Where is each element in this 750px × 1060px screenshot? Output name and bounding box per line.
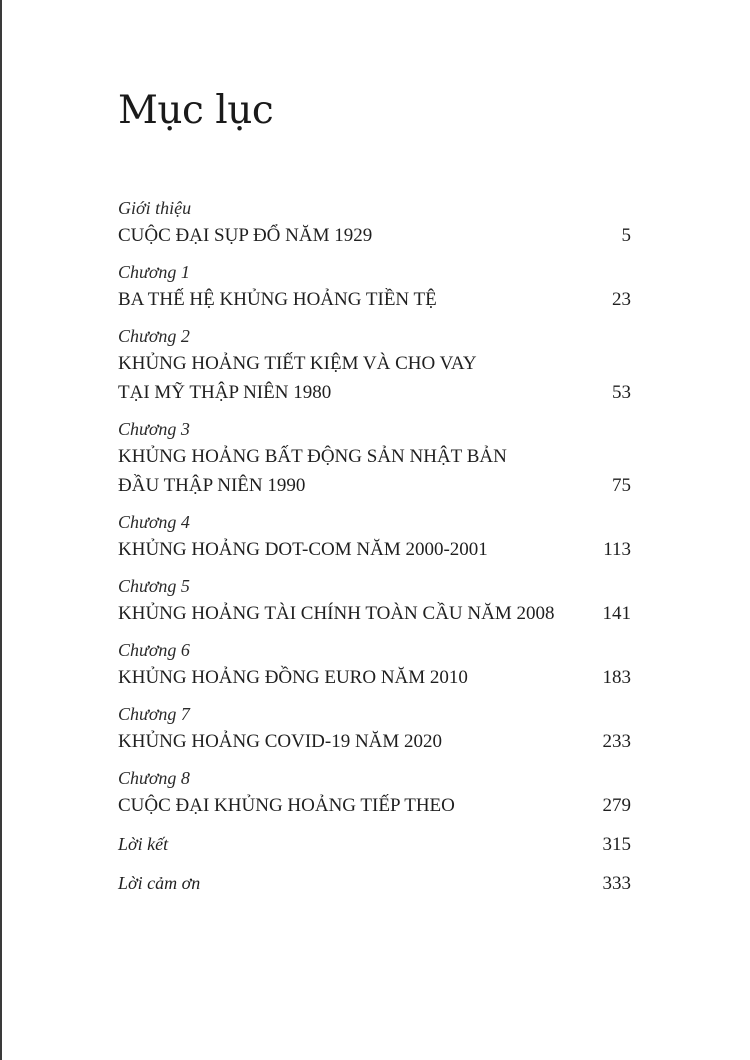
toc-entry-title-cont: TẠI MỸ THẬP NIÊN 1980 bbox=[118, 382, 332, 403]
toc-entry-label: Chương 2 bbox=[118, 326, 190, 346]
toc-entry-line bbox=[118, 791, 631, 820]
toc-entry-line bbox=[118, 535, 631, 564]
toc-entry-page: 333 bbox=[602, 873, 631, 894]
toc-entry-chapter-5[interactable] bbox=[118, 574, 631, 628]
toc-entry-title: KHỦNG HOẢNG COVID-19 NĂM 2020 bbox=[118, 731, 443, 752]
toc-entry-line bbox=[118, 727, 631, 756]
toc-entry-chapter-1[interactable] bbox=[118, 260, 631, 314]
toc-entry-chapter-4[interactable] bbox=[118, 510, 631, 564]
toc-entry-label: Chương 1 bbox=[118, 262, 190, 282]
toc-entry-chapter-7[interactable] bbox=[118, 702, 631, 756]
toc-entry-label: Giới thiệu bbox=[118, 198, 192, 218]
toc-entry-page: 53 bbox=[612, 382, 631, 403]
toc-entry-label: Chương 3 bbox=[118, 419, 190, 439]
toc-entry-page: 183 bbox=[602, 667, 631, 688]
toc-entry-chapter-3[interactable] bbox=[118, 417, 631, 500]
toc-entry-acknowledgements[interactable] bbox=[118, 869, 631, 898]
toc-entry-epilogue[interactable] bbox=[118, 830, 631, 859]
toc-entry-title: KHỦNG HOẢNG ĐỒNG EURO NĂM 2010 bbox=[118, 667, 468, 688]
page-title: Mục lục bbox=[118, 88, 274, 133]
toc-entry-title: KHỦNG HOẢNG TÀI CHÍNH TOÀN CẦU NĂM 2008 bbox=[118, 603, 555, 624]
toc-entry-page: 141 bbox=[602, 603, 631, 624]
toc-entry-line bbox=[118, 869, 631, 898]
toc-entry-title: KHỦNG HOẢNG DOT-COM NĂM 2000-2001 bbox=[118, 539, 488, 560]
page-edge bbox=[0, 0, 2, 1060]
toc-entry-line bbox=[118, 599, 631, 628]
toc-entry-title: KHỦNG HOẢNG TIẾT KIỆM VÀ CHO VAY bbox=[118, 353, 477, 374]
toc-entry-label: Chương 4 bbox=[118, 512, 190, 532]
toc-entry-line bbox=[118, 221, 631, 250]
toc-entry-line bbox=[118, 442, 631, 471]
toc-entry-title: KHỦNG HOẢNG BẤT ĐỘNG SẢN NHẬT BẢN bbox=[118, 446, 507, 467]
toc-entry-line bbox=[118, 349, 631, 378]
toc-entry-page: 75 bbox=[612, 475, 631, 496]
toc-entry-line bbox=[118, 471, 631, 500]
toc-entry-page: 113 bbox=[603, 539, 631, 560]
toc-entry-intro[interactable] bbox=[118, 196, 631, 250]
toc-entry-chapter-2[interactable] bbox=[118, 324, 631, 407]
toc-entry-page: 233 bbox=[602, 731, 631, 752]
toc-entry-title: BA THẾ HỆ KHỦNG HOẢNG TIỀN TỆ bbox=[118, 289, 437, 310]
toc-entry-line bbox=[118, 378, 631, 407]
toc-entry-page: 23 bbox=[612, 289, 631, 310]
toc-entry-title: Lời cảm ơn bbox=[118, 873, 201, 893]
toc-entry-line bbox=[118, 663, 631, 692]
toc-entry-label: Chương 6 bbox=[118, 640, 190, 660]
toc-entry-page: 5 bbox=[621, 225, 631, 246]
toc-entry-label: Chương 8 bbox=[118, 768, 190, 788]
toc-entry-label: Chương 5 bbox=[118, 576, 190, 596]
toc-entry-title: CUỘC ĐẠI SỤP ĐỔ NĂM 1929 bbox=[118, 225, 373, 246]
table-of-contents bbox=[118, 196, 631, 908]
toc-entry-page: 315 bbox=[602, 834, 631, 855]
toc-entry-chapter-6[interactable] bbox=[118, 638, 631, 692]
toc-entry-line bbox=[118, 830, 631, 859]
toc-entry-chapter-8[interactable] bbox=[118, 766, 631, 820]
toc-entry-page: 279 bbox=[602, 795, 631, 816]
toc-entry-title: CUỘC ĐẠI KHỦNG HOẢNG TIẾP THEO bbox=[118, 795, 455, 816]
toc-entry-label: Chương 7 bbox=[118, 704, 190, 724]
toc-entry-title: Lời kết bbox=[118, 834, 169, 854]
toc-entry-line bbox=[118, 285, 631, 314]
toc-entry-title-cont: ĐẦU THẬP NIÊN 1990 bbox=[118, 475, 306, 496]
